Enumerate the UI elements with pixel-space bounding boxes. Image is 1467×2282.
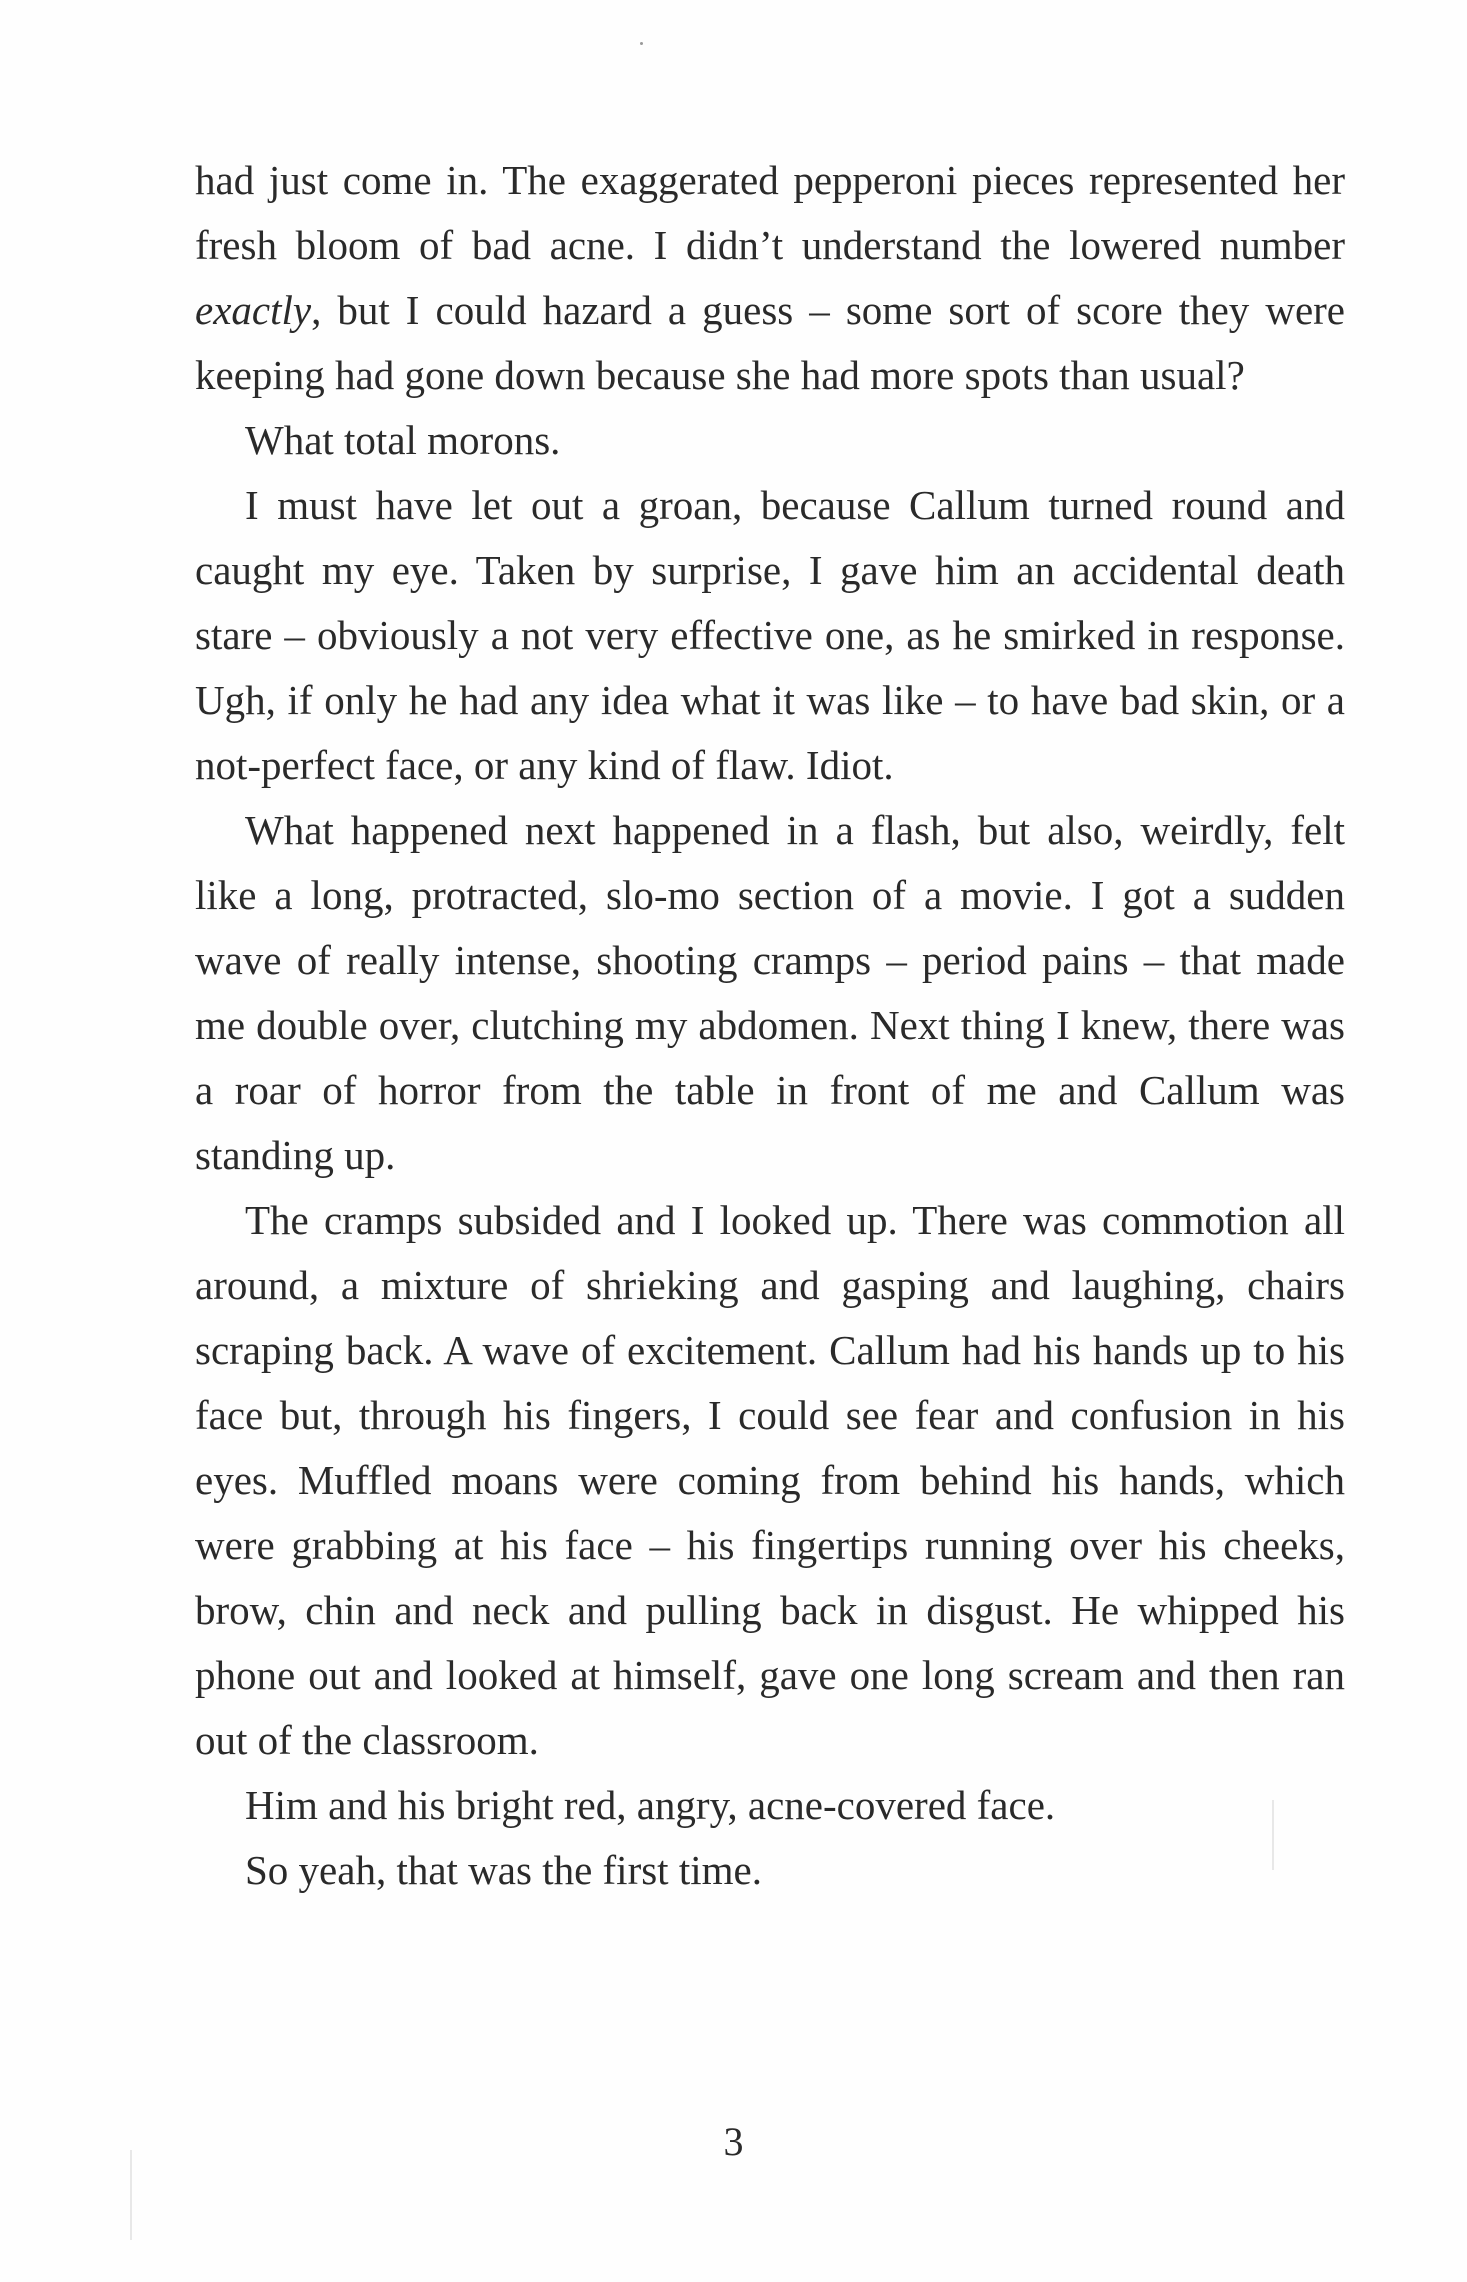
paragraph: Him and his bright red, angry, acne-covered face. bbox=[245, 1782, 1056, 1828]
emphasis-text: exactly bbox=[195, 287, 312, 333]
paragraph: What total morons. bbox=[245, 417, 561, 463]
paper-speck bbox=[640, 42, 643, 45]
paragraph: I must have let out a groan, because Callum turned round and caught my eye. Taken by surprise, I gave him an accidental death stare – obviously a not very effective one, as he smirked in response. Ugh, if only he had any idea what it was like – to have bad skin, or a not-perfect face, or any kind of flaw. Idiot. bbox=[195, 482, 1345, 788]
paragraph: So yeah, that was the first time. bbox=[245, 1847, 762, 1893]
page-number: 3 bbox=[723, 2119, 744, 2164]
paragraph: The cramps subsided and I looked up. There was commotion all around, a mixture of shrieking and gasping and laughing, chairs scraping back. A wave of excitement. Callum had his hands up to his face but, through his fingers, I could see fear and confusion in his eyes. Muffled moans were coming from behind his hands, which were grabbing at his face – his fingertips running over his cheeks, brow, chin and neck and pulling back in disgust. He whipped his phone out and looked at himself, gave one long scream and then ran out of the classroom. bbox=[195, 1197, 1345, 1763]
body-text bbox=[195, 148, 1345, 1903]
paragraph: What happened next happened in a flash, but also, weirdly, felt like a long, protracted, slo-mo section of a movie. I got a sudden wave of really intense, shooting cramps – period pains – that made me double over, clutching my abdomen. Next thing I knew, there was a roar of horror from the table in front of me and Callum was standing up. bbox=[195, 807, 1345, 1178]
paragraph: had just come in. The exaggerated pepperoni pieces represented her fresh bloom of bad acne. I didn’t understand the lowered number exactly, but I could hazard a guess – some sort of score they were keeping had gone down because she had more spots than usual? bbox=[195, 157, 1345, 398]
